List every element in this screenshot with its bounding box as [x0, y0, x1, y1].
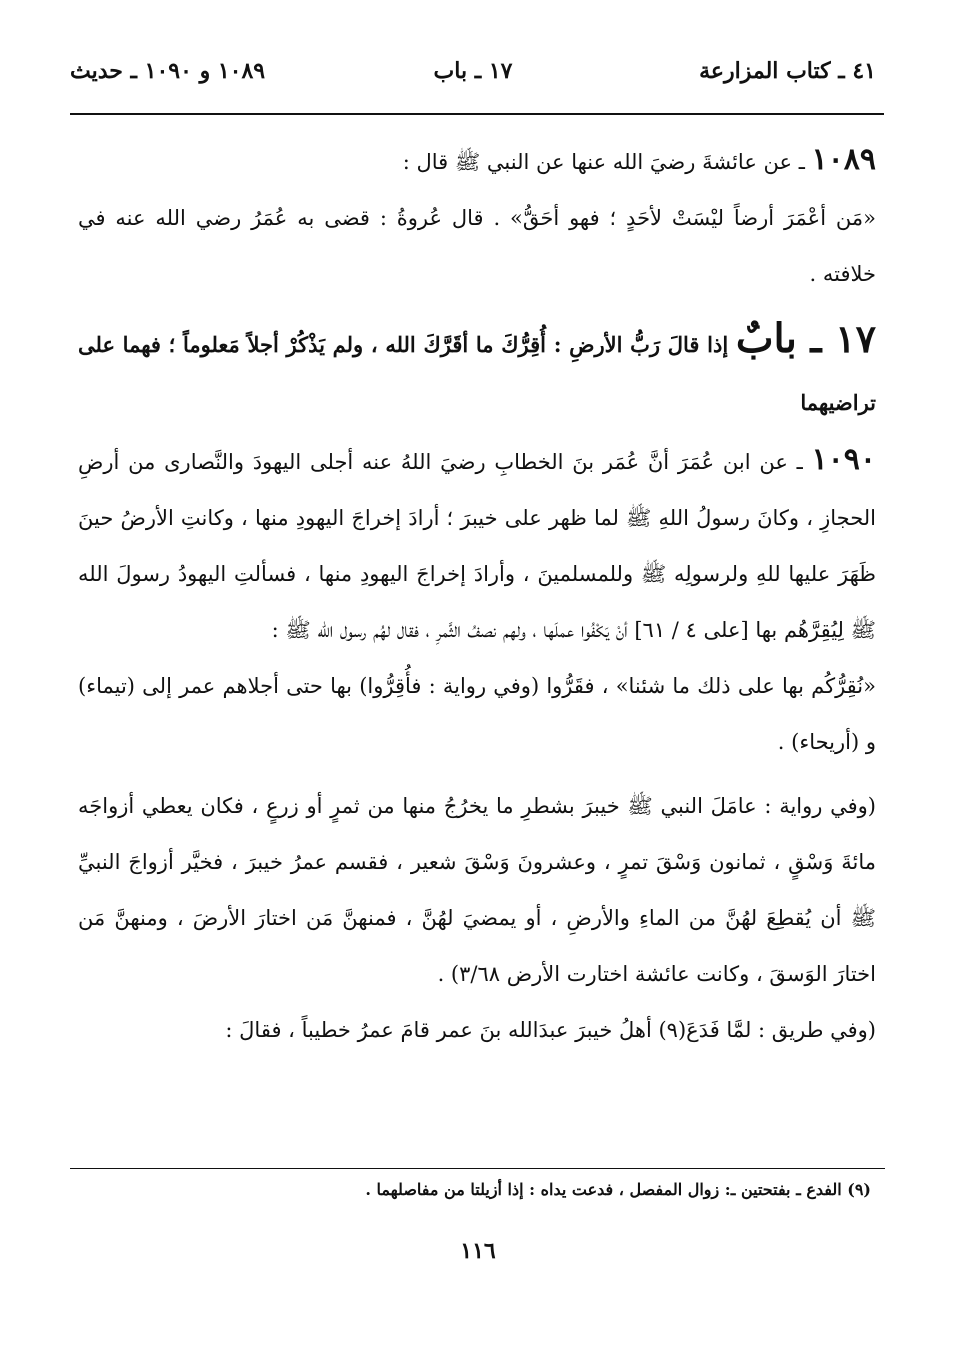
footnote-divider: [70, 1168, 885, 1169]
chapter-title: إذا قالَ رَبُّ الأرضِ : أُقِرُّكَ ما أقَرَّكَ الله ، ولم يَذْكُرْ أجلاً مَعلوماً ؛ فهما على تراضيهما: [78, 332, 876, 415]
hadith-1089-text: «مَن أعْمَرَ أرضاً ليْسَتْ لأحَدٍ ؛ فهو أحَقُّ» . قال عُروةُ : قضى به عُمَرُ رضي الله عنه في خلافته .: [78, 206, 876, 286]
hadith-quote: «نُقِرُّكُم بها على ذلك ما شئنا» ، فقَرُّوا (وفي رواية : فأُقِرُّوا) بها حتى أجلاهم عمر إلى (تيماء) و (أريحاء) .: [78, 674, 876, 754]
chapter-number: ١٧ ـ: [796, 316, 876, 361]
header-divider: [70, 113, 884, 115]
footnote: (٩) الفدع ـ بفتحتين ـ: زوال المفصل ، فدعت يداه : إذا أزيلتا من مفاصلهما .: [365, 1180, 871, 1199]
running-header: [70, 58, 876, 98]
chapter-heading: [78, 310, 876, 432]
page-number: ١١٦: [460, 1238, 496, 1264]
chapter-word: بابٌ: [735, 315, 797, 362]
hadith-1090: [78, 432, 876, 658]
hadith-1089: [78, 132, 876, 190]
hadith-intro: ـ عن عائشةَ رضيَ الله عنها عن النبي ﷺ قال :: [402, 150, 812, 174]
hadith-number: ١٠٨٩: [811, 142, 876, 177]
page-body: [78, 132, 876, 1058]
header-book-title: ٤١ ـ كتاب المزارعة: [699, 58, 876, 84]
header-chapter: ١٧ ـ باب: [433, 58, 513, 84]
header-hadith-range: ١٠٨٩ و ١٠٩٠ ـ حديث: [70, 58, 266, 84]
riwaya-paragraph: (وفي رواية : عامَلَ النبي ﷺ خيبرَ بشطرِ ما يخرُجُ منها من ثمرٍ أو زرعٍ ، فكان يعطي أزواجَه مائةَ وَسْقٍ ، ثمانون وَسْقَ تمرٍ ، وعشرونَ وَسْقَ شعير ، فقسم عمرُ خيبرَ ، فخيَّر أزواجَ النبيِّ ﷺ أن يُقطِعَ لهُنَّ من الماءِ والأرضِ ، أو يمضيَ لهُنَّ ، فمنهنَّ مَن اختارَ الأرضَ ، ومنهنَّ مَن اختارَ الوَسقَ ، وكانت عائشة اختارت الأرض ٣/٦٨) .: [78, 794, 876, 986]
tariq-paragraph: (وفي طريق : لمَّا فَدَعَ(٩) أهلُ خيبرَ عبدَالله بنَ عمر قامَ عمرُ خطيباً ، فقالَ :: [225, 1018, 876, 1042]
hadith-number: ١٠٩٠: [811, 442, 876, 477]
hadith-text: ـ عن ابن عُمَرَ أنَّ عُمَر بنَ الخطابِ رضيَ اللهُ عنه أجلى اليهودَ والنَّصارى من أرضِ الحجازِ ، وكانَ رسولُ اللهِ ﷺ لما ظهر على خيبرَ ؛ أرادَ إخراجَ اليهودِ منها ، وكانتِ الأرضُ حينَ ظَهَرَ عليها للهِ ولرسولِه ﷺ وللمسلمينَ ، وأرادَ إخراجَ اليهودِ منها ، فسألتِ اليهودُ رسولَ الله ﷺ لِيُقِرَّهُم بها [على ٤ / ٦١] أنْ يَكْفُوا عملَها ، ولهم نصفُ الثَّمرِ ، فقال لهُم رسول الله ﷺ :: [78, 450, 876, 642]
